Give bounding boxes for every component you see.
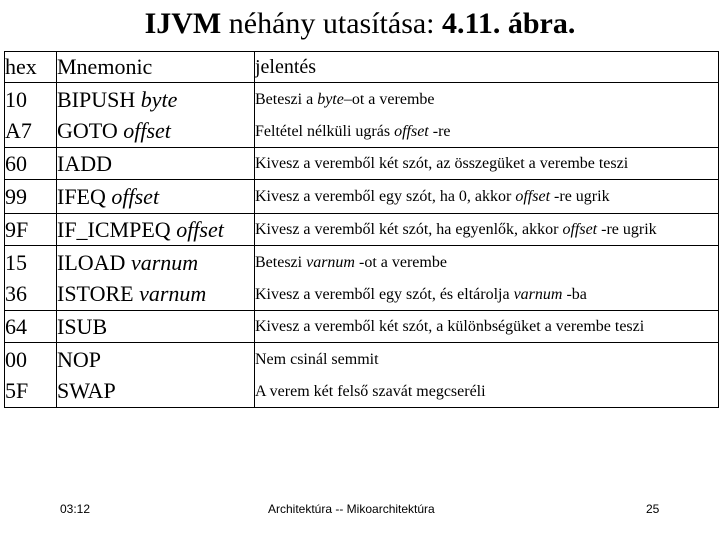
meaning-text [255, 180, 718, 213]
header-meaning: jelentés [255, 52, 719, 83]
meaning-text [255, 149, 718, 178]
meaning-fragment: Kivesz a veremből egy szót, és eltárolja [255, 285, 514, 303]
mnemonic-name: BIPUSH [57, 87, 136, 112]
footer-date: 03:12 [60, 502, 91, 516]
meaning-text [255, 246, 718, 278]
hex-cell [5, 180, 57, 214]
meaning-fragment: -ba [562, 285, 587, 303]
mnemonic-cell [57, 83, 255, 148]
meaning-cell [255, 246, 719, 311]
meaning-fragment: Kivesz a veremből egy szót, ha 0, akkor [255, 188, 516, 205]
meaning-operand: offset [515, 188, 551, 205]
meaning-fragment: -re [428, 122, 451, 140]
mnemonic-name: IF_ICMPEQ [57, 217, 171, 242]
mnemonic [57, 84, 254, 115]
mnemonic-cell [57, 343, 255, 408]
meaning-cell [255, 180, 719, 214]
meaning-operand: offset [394, 122, 429, 140]
meaning-fragment: Feltétel nélküli ugrás [255, 122, 395, 140]
footer-title: Architektúra -- Mikoarchitektúra [268, 502, 435, 516]
instruction-group [5, 214, 719, 246]
opcode-hex: 5F [5, 378, 29, 403]
hex-cell [5, 83, 57, 148]
meaning-fragment: Kivesz a veremből két szót, ha egyenlők, akkor [255, 221, 563, 238]
mnemonic [57, 115, 254, 146]
header-hex: hex [5, 52, 57, 83]
meaning-text [255, 278, 718, 310]
meaning-cell [255, 343, 719, 408]
mnemonic-cell [57, 148, 255, 180]
meaning-fragment: Kivesz a veremből két szót, az összegüket a verembe teszi [255, 155, 629, 172]
mnemonic [57, 311, 254, 342]
hex-cell [5, 311, 57, 343]
mnemonic [57, 181, 254, 212]
header-row [5, 52, 719, 83]
meaning-operand: varnum [513, 285, 563, 303]
title-ijvm: IJVM [144, 7, 222, 40]
meaning-text [255, 312, 718, 341]
hex-cell [5, 246, 57, 311]
instruction-group [5, 343, 719, 408]
meaning-text [255, 115, 718, 147]
meaning-text [255, 343, 718, 375]
mnemonic-operand: varnum [125, 250, 199, 275]
opcode-hex: 60 [5, 151, 27, 176]
meaning-operand: byte [317, 90, 344, 108]
mnemonic-cell [57, 311, 255, 343]
mnemonic-name: SWAP [57, 378, 116, 403]
meaning-fragment: Beteszi a [255, 90, 318, 108]
mnemonic-operand: varnum [133, 281, 207, 306]
mnemonic-cell [57, 214, 255, 246]
meaning-fragment: -re ugrik [550, 188, 610, 205]
meaning-operand: offset [562, 221, 598, 238]
meaning-fragment: Kivesz a veremből két szót, a különbségüket a verembe teszi [255, 318, 645, 335]
title-text: néhány utasítása: [221, 7, 443, 40]
meaning-fragment: -re ugrik [597, 221, 657, 238]
meaning-cell [255, 311, 719, 343]
meaning-text [255, 215, 718, 244]
opcode-hex: 00 [5, 347, 27, 372]
mnemonic [57, 214, 254, 245]
meaning-text [255, 375, 718, 407]
opcode-hex: A7 [5, 118, 32, 143]
mnemonic-operand: offset [117, 118, 171, 143]
meaning-fragment: –ot a verembe [343, 90, 435, 108]
mnemonic-operand: offset [105, 184, 160, 209]
opcode-hex: 15 [5, 250, 27, 275]
instruction-group [5, 148, 719, 180]
mnemonic-cell [57, 180, 255, 214]
opcode-hex: 99 [5, 184, 27, 209]
opcode-hex: 64 [5, 314, 27, 339]
mnemonic [57, 375, 254, 406]
mnemonic-name: ILOAD [57, 250, 126, 275]
instruction-group [5, 311, 719, 343]
mnemonic-name: IFEQ [57, 184, 106, 209]
meaning-cell [255, 83, 719, 148]
mnemonic [57, 247, 254, 278]
opcode-hex: 10 [5, 87, 27, 112]
mnemonic-name: GOTO [57, 118, 118, 143]
instruction-table [4, 51, 719, 408]
mnemonic [57, 344, 254, 375]
meaning-cell [255, 148, 719, 180]
hex-cell [5, 148, 57, 180]
mnemonic-name: ISTORE [57, 281, 134, 306]
meaning-operand: varnum [306, 253, 355, 271]
slide-title [0, 6, 720, 42]
opcode-hex: 9F [5, 217, 29, 242]
mnemonic-cell [57, 246, 255, 311]
header-mnemonic: Mnemonic [57, 52, 255, 83]
opcode-hex: 36 [5, 281, 27, 306]
mnemonic-operand: offset [170, 217, 224, 242]
meaning-cell [255, 214, 719, 246]
mnemonic-name: ISUB [57, 314, 108, 339]
title-figure-ref: 4.11. ábra. [442, 7, 576, 40]
meaning-fragment: Beteszi [255, 253, 307, 271]
hex-cell [5, 343, 57, 408]
meaning-fragment: A verem két felső szavát megcseréli [255, 382, 486, 400]
instruction-group [5, 246, 719, 311]
mnemonic-name: IADD [57, 151, 112, 176]
instruction-group [5, 83, 719, 148]
mnemonic-operand: byte [135, 87, 178, 112]
hex-cell [5, 214, 57, 246]
meaning-fragment: -ot a verembe [354, 253, 447, 271]
footer-page-number: 25 [646, 502, 660, 516]
meaning-fragment: Nem csinál semmit [255, 350, 379, 368]
instruction-group [5, 180, 719, 214]
mnemonic [57, 148, 254, 179]
meaning-text [255, 83, 718, 115]
mnemonic [57, 278, 254, 309]
mnemonic-name: NOP [57, 347, 102, 372]
